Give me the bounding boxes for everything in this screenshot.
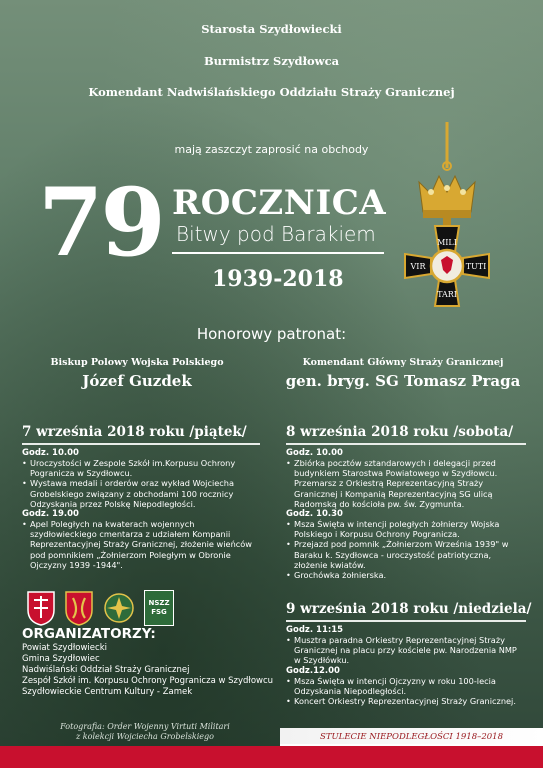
photo-credit xyxy=(40,722,250,742)
day1-divider xyxy=(22,443,260,445)
cross-text-bottom: TARI xyxy=(437,290,457,299)
day3-divider xyxy=(286,620,526,622)
border-guard-emblem-icon xyxy=(104,590,134,626)
photo-credit-line1: Fotografia: Order Wojenny Virtuti Militari xyxy=(60,722,230,731)
day2-schedule xyxy=(286,448,524,580)
title-years: 1939-2018 xyxy=(212,266,344,292)
day2-time-1: Godz. 10.00 xyxy=(286,448,343,458)
day1-schedule xyxy=(22,448,262,570)
cross-text-right: TUTI xyxy=(465,262,487,271)
day2-time-2: Godz. 10.30 xyxy=(286,509,343,520)
day3-time-1: Godz. 11:15 xyxy=(286,625,344,635)
centenary-banner: STULECIE NIEPODLEGŁOŚCI 1918–2018 xyxy=(280,728,543,746)
organizer-item: Nadwiślański Oddział Straży Granicznej xyxy=(22,665,190,675)
day2-item: • Grochówka żołnierska. xyxy=(286,570,524,580)
day3-item: • Msza Święta w intencji Ojczyzny w roku 100-lecia Odzyskania Niepodległości. xyxy=(286,676,524,696)
patron-left-name: Józef Guzdek xyxy=(82,372,192,390)
cross-text-left: VIR xyxy=(410,262,426,271)
title-divider xyxy=(172,252,384,254)
day2-date: 8 września 2018 roku /sobota/ xyxy=(286,424,514,440)
organizer-item: Powiat Szydłowiecki xyxy=(22,643,107,653)
patron-left-title: Biskup Polowy Wojska Polskiego xyxy=(50,357,224,368)
title-subtitle: Bitwy pod Barakiem xyxy=(176,222,376,246)
photo-credit-line2: z kolekcji Wojciecha Grobelskiego xyxy=(76,732,214,741)
anniversary-number: 79 xyxy=(38,168,163,278)
day3-date: 9 września 2018 roku /niedziela/ xyxy=(286,601,532,617)
day1-item: • Wystawa medali i orderów oraz wykład Wojciecha Grobelskiego związany z obchodami 100 rocznicy Odzyskania przez Polskę Niepodległości. xyxy=(22,478,262,509)
day3-time-2: Godz.12.00 xyxy=(286,665,340,676)
day2-item: • Przejazd pod pomnik „Żołnierzom Września 1939" w Baraku k. Szydłowca - uroczystość patriotyczna, złożenie kwiatów. xyxy=(286,539,524,570)
day2-divider xyxy=(286,443,526,445)
nszz-fsg-logo-icon: NSZZ FSG xyxy=(144,590,174,626)
flag-red-stripe xyxy=(0,746,543,768)
day2-item: • Msza Święta w intencji poległych żołnierzy Wojska Polskiego i Korpusu Ochrony Pogranicza. xyxy=(286,519,524,539)
organizer-item: Szydłowieckie Centrum Kultury - Zamek xyxy=(22,687,193,697)
day3-item: • Koncert Orkiestry Reprezentacyjnej Straży Granicznej. xyxy=(286,696,524,706)
day1-date: 7 września 2018 roku /piątek/ xyxy=(22,424,247,440)
organizers-list xyxy=(22,643,273,698)
organizer-item: Gmina Szydłowiec xyxy=(22,654,100,664)
title-rocznica: ROCZNICA xyxy=(172,183,387,223)
organizer-starosta: Starosta Szydłowiecki xyxy=(201,22,342,36)
day1-item: • Uroczystości w Zespole Szkół im.Korpusu Ochrony Pogranicza w Szydłowcu. xyxy=(22,458,262,478)
invitation-text: mają zaszczyt zaprosić na obchody xyxy=(174,143,369,156)
cross-text-top: MILI xyxy=(437,238,457,247)
day2-item: • Zbiórka pocztów sztandarowych i delegacji przed budynkiem Starostwa Powiatowego w Szydłowcu. Przemarsz z Orkiestrą Reprezentacyjną Straży Granicznej i Kompanią Reprezentacyjną SG ulicą Radomską do kościoła pw. św. Zygmunta. xyxy=(286,458,524,509)
day3-schedule xyxy=(286,625,524,706)
coat-of-arms-szydlowiec-icon xyxy=(64,590,94,626)
day3-item: • Musztra paradna Orkiestry Reprezentacyjnej Straży Granicznej na placu przy kościele pw. Narodzenia NMP w Szydłówku. xyxy=(286,635,524,666)
organizer-burmistrz: Burmistrz Szydłowca xyxy=(203,54,340,68)
day1-item: • Apel Poległych na kwaterach wojennych szydłowieckiego cmentarza z udziałem Kompanii Reprezentacyjnej Straży Granicznej, złożenie wieńców pod pomnikiem „Żołnierzom Poległym w Obronie Ojczyzny 1939 -1944". xyxy=(22,519,262,570)
patronage-heading: Honorowy patronat: xyxy=(196,325,347,343)
day1-time-2: Godz. 19.00 xyxy=(22,509,79,520)
day1-time-1: Godz. 10.00 xyxy=(22,448,79,458)
patron-right-title: Komendant Główny Straży Granicznej xyxy=(302,357,504,368)
coat-of-arms-powiat-icon xyxy=(26,590,56,626)
virtuti-militari-order-icon xyxy=(395,120,495,320)
organizers-heading: ORGANIZATORZY: xyxy=(22,626,156,642)
patron-right-name: gen. bryg. SG Tomasz Praga xyxy=(285,372,521,390)
organizer-komendant: Komendant Nadwiślańskiego Oddziału Straży Granicznej xyxy=(88,85,455,99)
organizer-item: Zespół Szkół im. Korpusu Ochrony Pogranicza w Szydłowcu xyxy=(22,676,274,686)
